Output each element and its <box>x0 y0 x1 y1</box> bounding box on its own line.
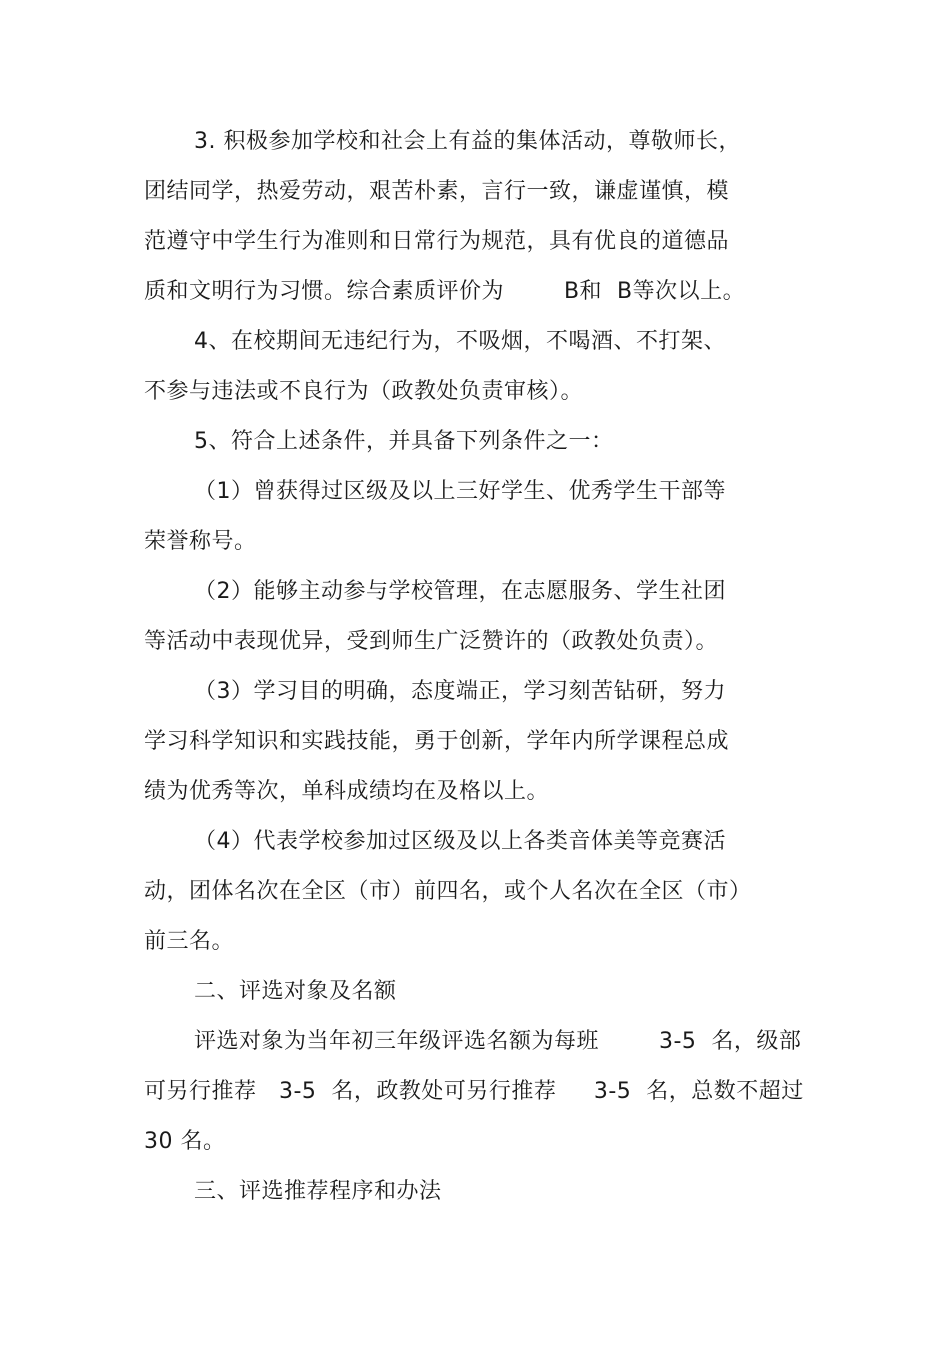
text-line-15: （4）代表学校参加过区级及以上各类音体美等竞赛活 <box>194 829 726 854</box>
text-line-4: 质和文明行为习惯。综合素质评价为 B和 B等次以上。 <box>144 279 746 304</box>
text-line-19: 评选对象为当年初三年级评选名额为每班 3-5 名，级部 <box>194 1029 802 1054</box>
text-line-12: （3）学习目的明确，态度端正，学习刻苦钻研，努力 <box>194 679 726 704</box>
text-line-14: 绩为优秀等次，单科成绩均在及格以上。 <box>144 779 550 804</box>
text-line-11: 等活动中表现优异，受到师生广泛赞许的（政教处负责）。 <box>144 629 719 654</box>
text-line-6: 不参与违法或不良行为（政教处负责审核）。 <box>144 379 584 404</box>
text-line-13: 学习科学知识和实践技能，勇于创新，学年内所学课程总成 <box>144 729 730 754</box>
text-line-8: （1）曾获得过区级及以上三好学生、优秀学生干部等 <box>194 479 726 504</box>
text-line-7: 5、符合上述条件，并具备下列条件之一： <box>194 429 614 454</box>
text-line-18: 二、评选对象及名额 <box>194 979 397 1004</box>
text-line-2: 团结同学，热爱劳动，艰苦朴素，言行一致，谦虚谨慎，模 <box>144 179 730 204</box>
text-line-1: 3. 积极参加学校和社会上有益的集体活动，尊敬师长， <box>194 129 741 154</box>
text-line-3: 范遵守中学生行为准则和日常行为规范，具有优良的道德品 <box>144 229 730 254</box>
text-line-16: 动，团体名次在全区（市）前四名，或个人名次在全区（市） <box>144 879 752 904</box>
text-line-21: 30 名。 <box>144 1129 226 1154</box>
text-line-9: 荣誉称号。 <box>144 529 257 554</box>
text-line-22: 三、评选推荐程序和办法 <box>194 1179 442 1204</box>
text-line-10: （2）能够主动参与学校管理，在志愿服务、学生社团 <box>194 579 726 604</box>
text-line-5: 4、在校期间无违纪行为，不吸烟，不喝酒、不打架、 <box>194 329 726 354</box>
text-line-17: 前三名。 <box>144 929 235 954</box>
text-line-20: 可另行推荐 3-5 名，政教处可另行推荐 3-5 名，总数不超过 <box>144 1079 804 1104</box>
